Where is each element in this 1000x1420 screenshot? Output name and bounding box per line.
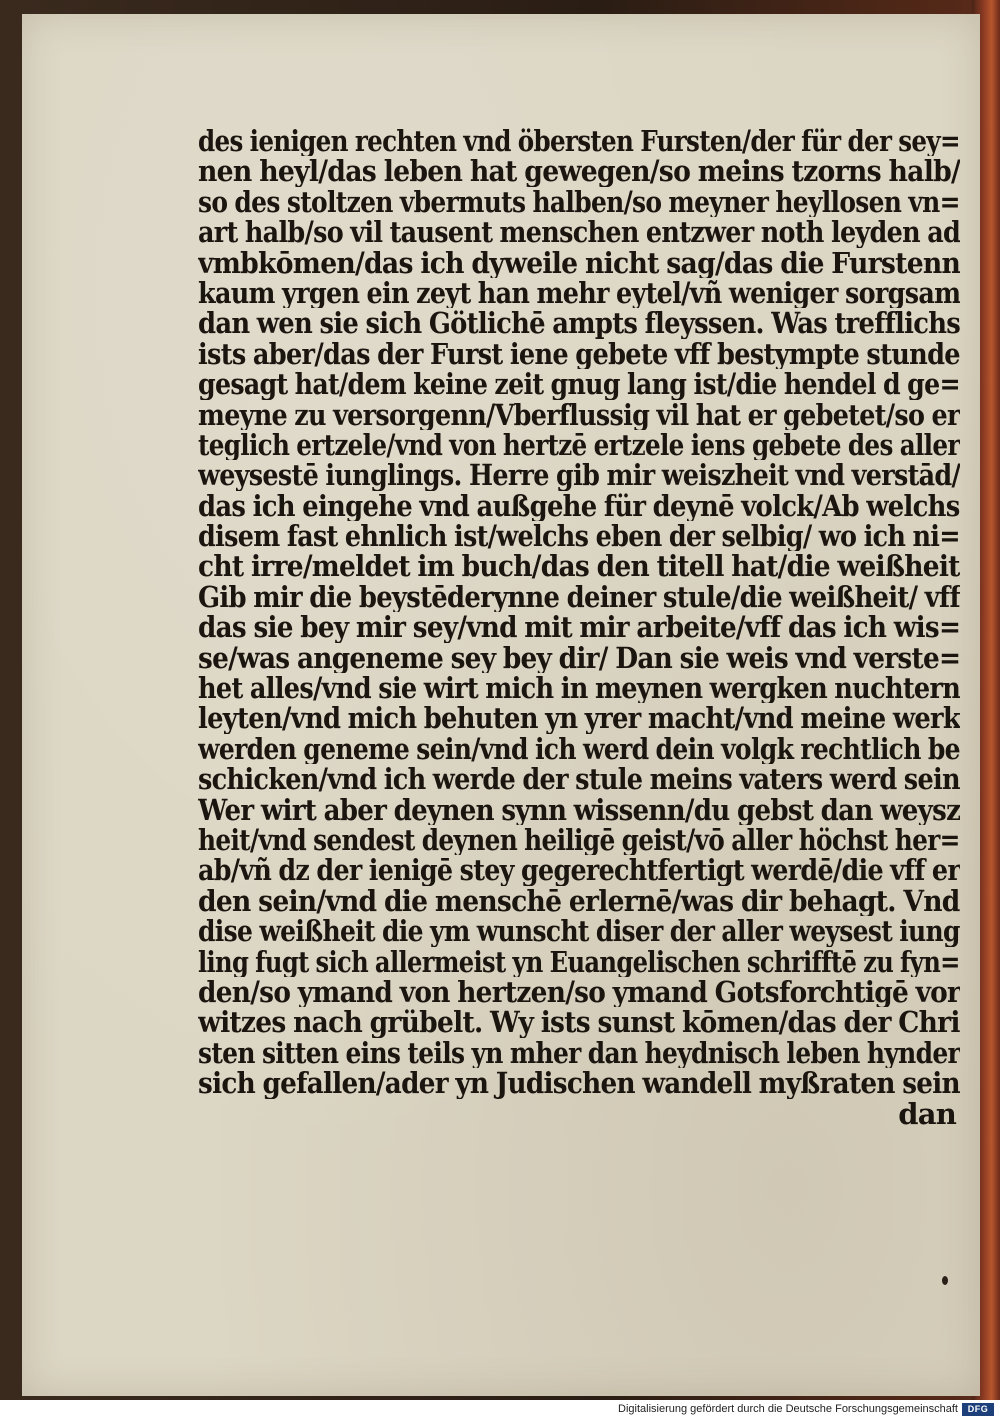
text-line: den/so ymand von hertzen/so ymand Gotsforchtigē vor	[198, 976, 961, 1008]
text-line: Wer wirt aber deynen synn wissenn/du gebst dan weysz	[198, 794, 960, 825]
text-line: sten sitten eins teils yn mher dan heydnisch leben hynder	[198, 1037, 960, 1069]
text-line: des ienigen rechten vnd öbersten Fursten/der für der sey=	[198, 126, 960, 157]
text-line: das ich eingehe vnd außgehe für deynē volck/Ab welchs	[198, 490, 960, 522]
text-line: meyne zu versorgenn/Vberflussig vil hat er gebetet/so er	[198, 399, 960, 430]
text-line: sich gefallen/ader yn Judischen wandell myßraten sein	[198, 1068, 960, 1099]
text-line: dan wen sie sich Götlichē ampts fleyssen. Was trefflichs	[198, 308, 961, 339]
text-line: werden geneme sein/vnd ich werd dein volgk rechtlich be	[198, 733, 960, 765]
text-line: das sie bey mir sey/vnd mit mir arbeite/vff das ich wis=	[198, 612, 961, 643]
text-line: witzes nach grübelt. Wy ists sunst kōmen/das der Chri	[198, 1007, 960, 1038]
text-line: disem fast ehnlich ist/welchs eben der selbig/ wo ich ni=	[198, 521, 960, 552]
funding-credit: Digitalisierung gefördert durch die Deutsche Forschungsgemeinschaft	[618, 1403, 958, 1415]
text-line: kaum yrgen ein zeyt han mehr eytel/vñ weniger sorgsam	[198, 277, 961, 309]
footer-bar	[0, 1400, 1000, 1420]
text-line: se/was angeneme sey bey dir/ Dan sie weis vnd verste=	[198, 642, 960, 674]
text-line: art halb/so vil tausent menschen entzwer noth leyden ad	[198, 217, 961, 248]
text-line: ling fugt sich allermeist yn Euangelischen schrifftē zu fyn=	[198, 946, 960, 977]
text-line: het alles/vnd sie wirt mich in meynen wergken nuchtern	[198, 673, 960, 704]
scanned-page	[22, 14, 980, 1396]
text-line: gesagt hat/dem keine zeit gnug lang ist/die hendel d ge=	[198, 369, 960, 400]
text-line: vmbkōmen/das ich dyweile nicht sag/das die Furstenn	[198, 247, 961, 278]
blackletter-text-block	[198, 126, 960, 1129]
text-line: dise weißheit die ym wunscht diser der aller weysest iung	[198, 916, 960, 947]
text-line: weysestē iunglings. Herre gib mir weiszheit vnd verstād/	[198, 460, 961, 491]
text-line: nen heyl/das leben hat gewegen/so meins tzorns halb/	[198, 156, 961, 187]
text-line: ists aber/das der Furst iene gebete vff bestympte stunde	[198, 338, 960, 370]
text-line: cht irre/meldet im buch/das den titell hat/die weißheit	[198, 551, 960, 582]
text-line: Gib mir die beystēderynne deiner stule/die weißheit/ vff	[198, 581, 960, 613]
text-line: den sein/vnd die menschē erlernē/was dir behagt. Vnd	[198, 885, 960, 917]
text-line: teglich ertzele/vnd von hertzē ertzele iens gebete des aller	[198, 429, 960, 461]
text-line: schicken/vnd ich werde der stule meins vaters werd sein	[198, 764, 960, 795]
text-line: heit/vnd sendest deynen heiligē geist/vō aller höchst her=	[198, 824, 960, 856]
catchword: dan	[898, 1096, 956, 1131]
text-line: ab/vñ dz der ienigē stey gegerechtfertigt werdē/die vff er	[198, 855, 960, 886]
dfg-logo: DFG	[962, 1403, 994, 1416]
ink-speck	[942, 1276, 948, 1285]
text-line: leyten/vnd mich behuten yn yrer macht/vnd meine werk	[198, 703, 960, 734]
text-line: so des stoltzen vbermuts halben/so meyner heyllosen vn=	[198, 186, 960, 218]
